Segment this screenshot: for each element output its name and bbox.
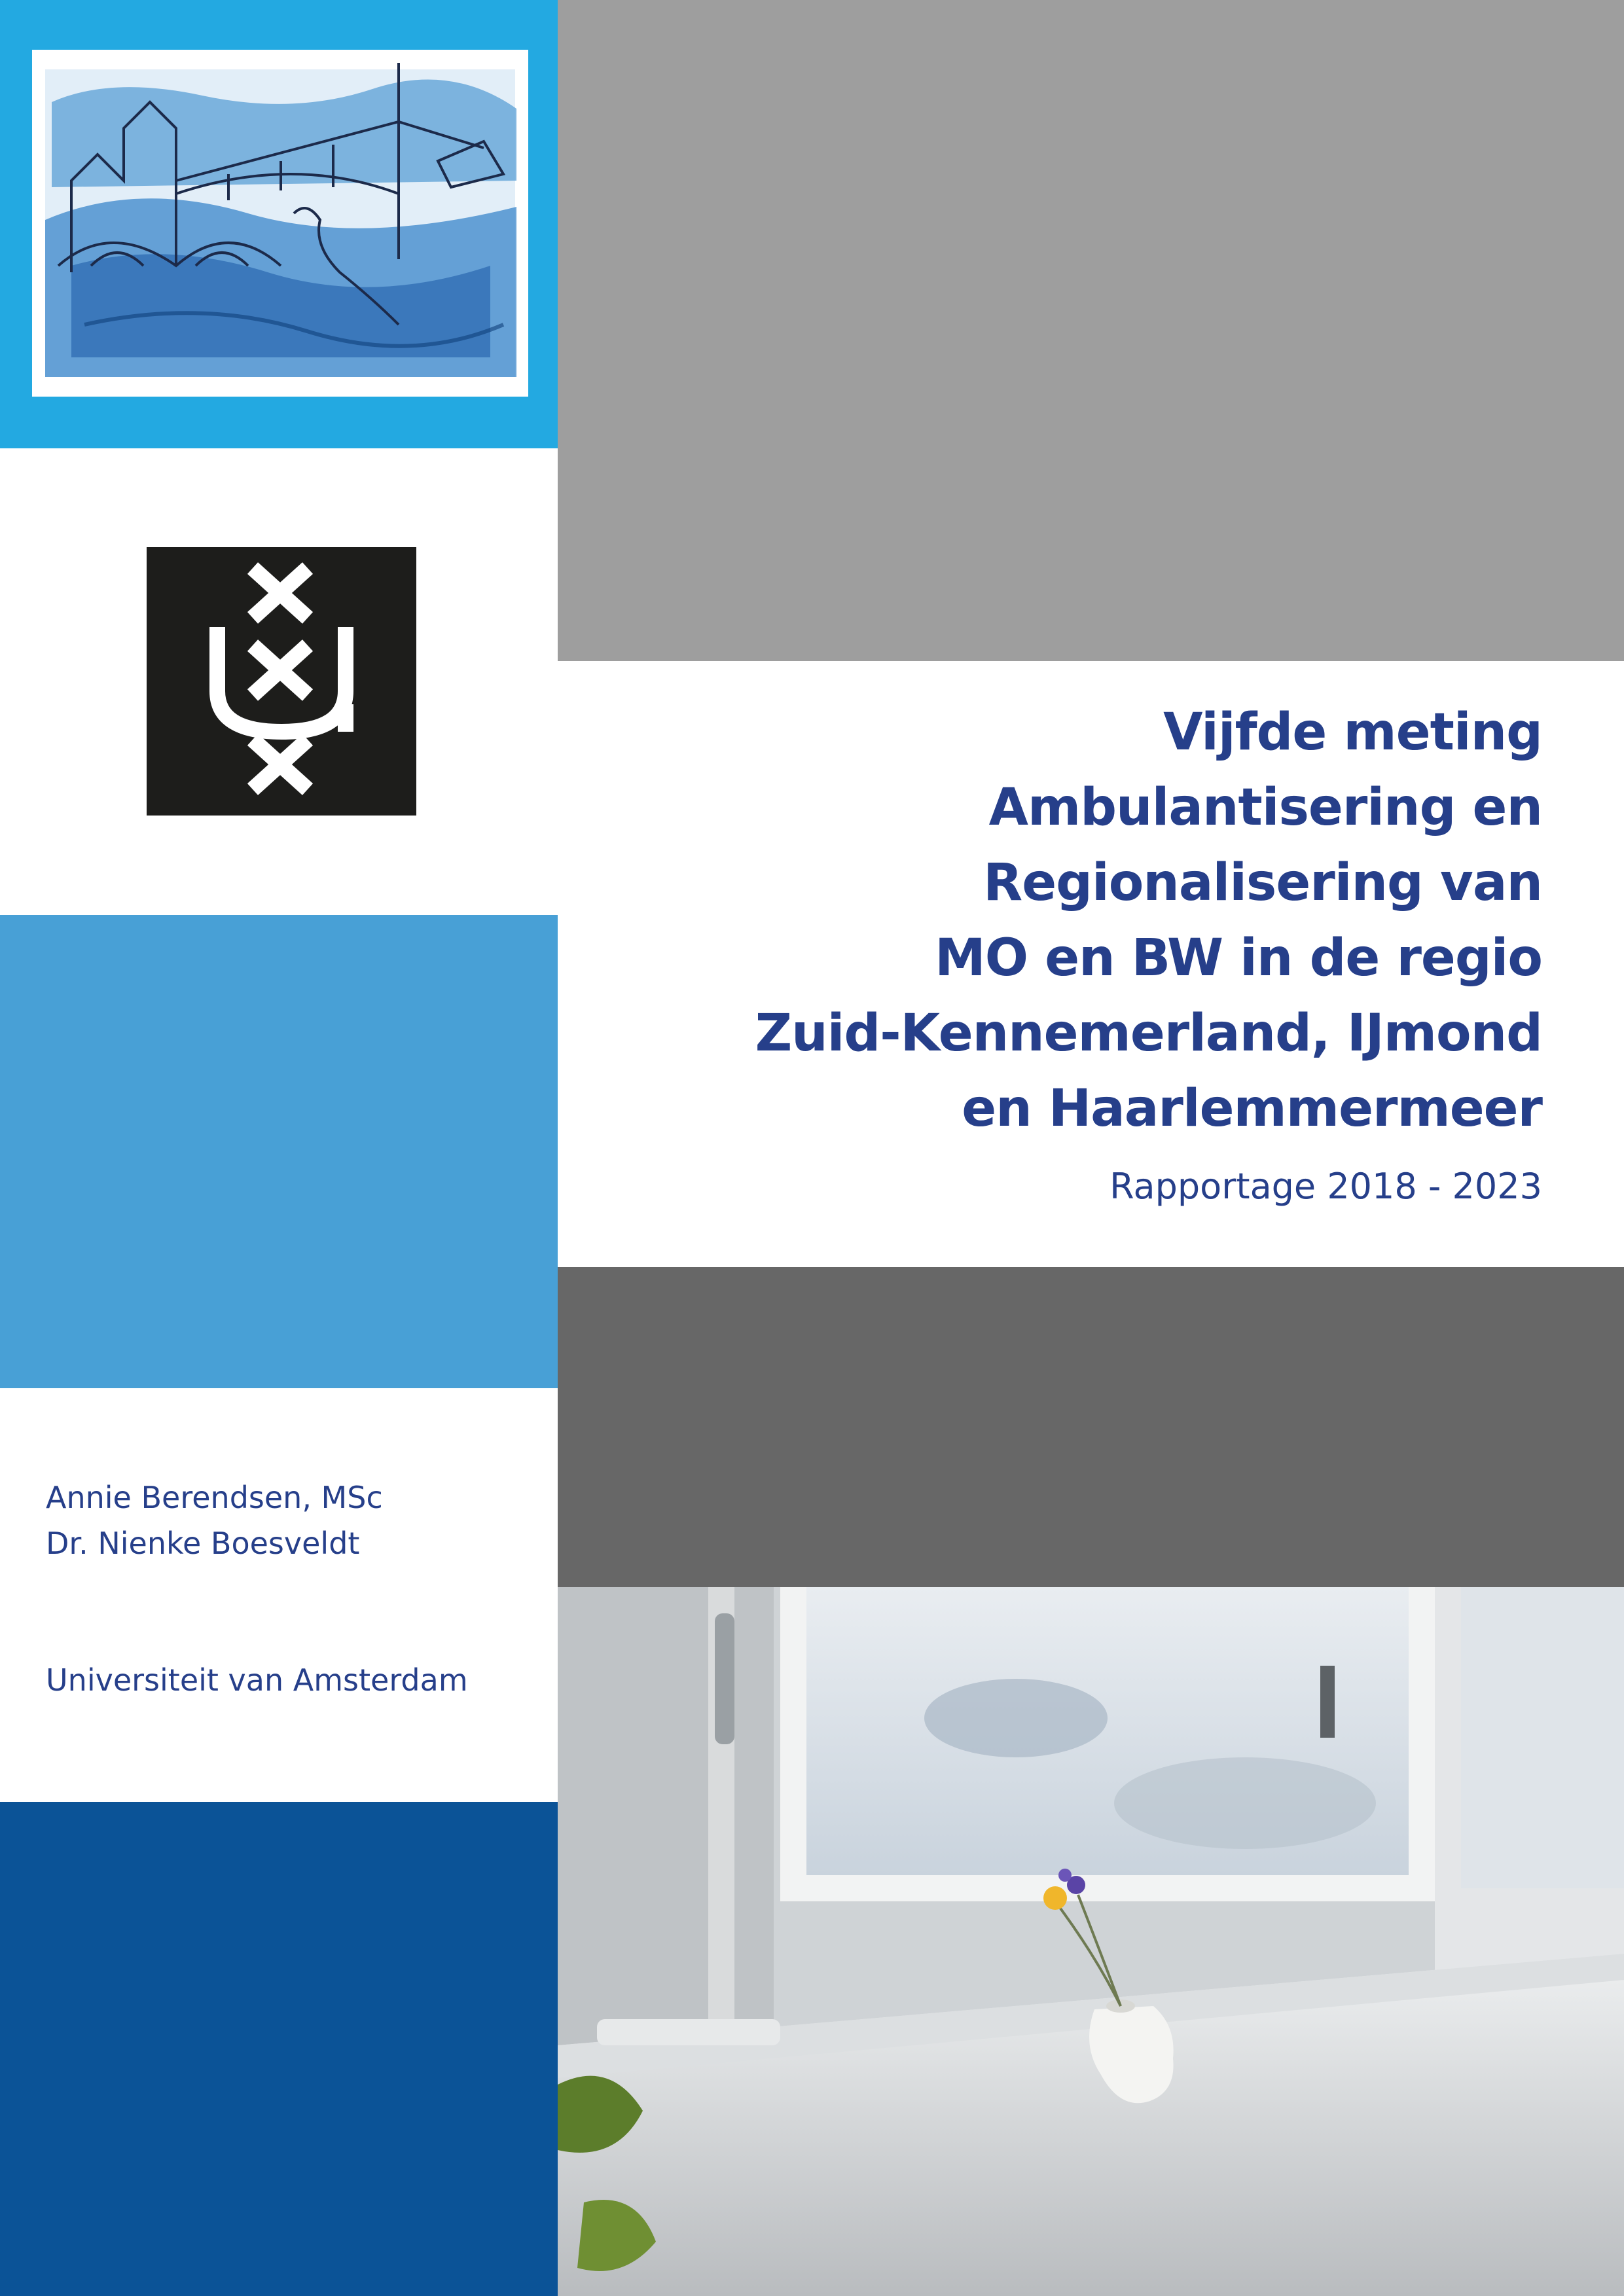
title-line-2: Ambulantisering en: [988, 778, 1542, 837]
uva-logo: [147, 547, 416, 816]
window-photo: [558, 1587, 1624, 2296]
mid-left-blue-panel: [0, 915, 558, 1388]
title-line-1: Vijfde meting: [1163, 703, 1542, 762]
dark-gray-panel: [558, 1267, 1624, 1587]
amsterdam-watercolor-illustration-icon: [32, 50, 528, 397]
report-title: [558, 695, 1542, 1147]
author-1: Annie Berendsen, MSc: [46, 1480, 383, 1515]
report-subtitle: Rapportage 2018 - 2023: [1110, 1166, 1542, 1207]
authors: [46, 1475, 383, 1566]
institution: Universiteit van Amsterdam: [46, 1662, 468, 1698]
author-2: Dr. Nienke Boesveldt: [46, 1526, 360, 1561]
amsterdam-illustration: [32, 50, 528, 397]
title-area: [558, 661, 1542, 1267]
top-gray-panel: [558, 0, 1624, 661]
bottom-left-blue-panel: [0, 1802, 558, 2296]
title-line-5: Zuid-Kennemerland, IJmond: [755, 1004, 1542, 1063]
window-sill-vase-photo-icon: [558, 1587, 1624, 2296]
title-line-4: MO en BW in de regio: [935, 929, 1542, 988]
title-line-6: en Haarlemmermeer: [962, 1079, 1542, 1138]
title-line-3: Regionalisering van: [983, 853, 1542, 912]
uva-logo-icon: [147, 547, 416, 816]
